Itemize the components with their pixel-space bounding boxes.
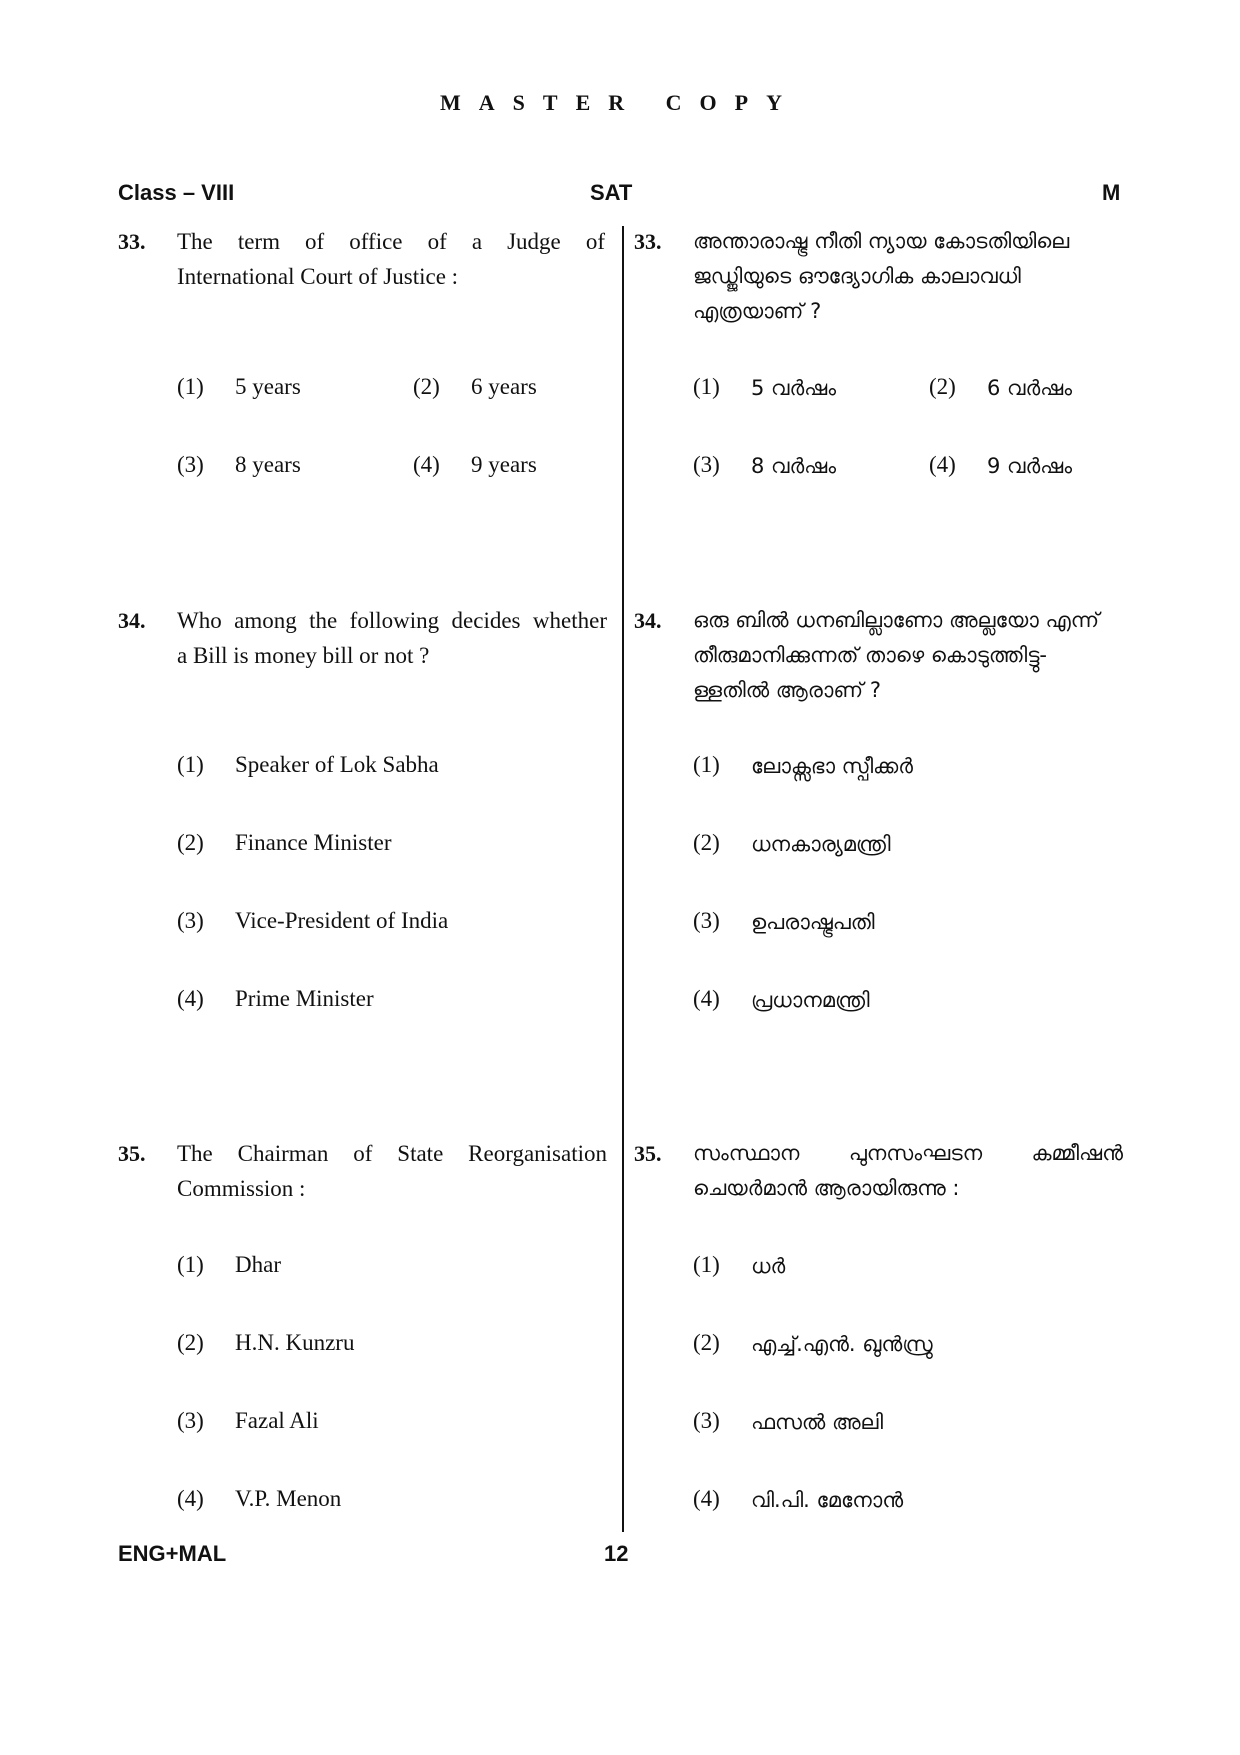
option-num: (1): [693, 1252, 720, 1277]
option-text: 8 വർഷം: [751, 454, 837, 478]
page-number: 12: [604, 1541, 629, 1566]
question-33-ml-line3: എത്രയാണ് ?: [693, 299, 822, 323]
option-text: Dhar: [235, 1252, 281, 1277]
option-num: (4): [177, 1486, 204, 1511]
option-text: വി.പി. മേനോൻ: [751, 1488, 904, 1512]
option-num: (3): [177, 452, 204, 477]
option-num: (2): [413, 374, 440, 399]
option-num: (1): [177, 1252, 204, 1277]
option-num: (2): [177, 830, 204, 855]
option-text: ഫസൽ അലി: [751, 1410, 884, 1434]
question-number-33-ml: 33.: [634, 229, 662, 254]
question-number-35-ml: 35.: [634, 1141, 662, 1166]
option-num: (3): [177, 1408, 204, 1433]
option-num: (3): [177, 908, 204, 933]
question-34-en-text: [177, 603, 607, 673]
option-num: (4): [693, 986, 720, 1011]
option-num: (3): [693, 452, 720, 477]
question-number-34-en: 34.: [118, 608, 146, 633]
option-text: 6 years: [471, 374, 537, 399]
question-35-ml-line2: ചെയർമാൻ ആരായിരുന്നു :: [693, 1176, 960, 1200]
question-34-en-line1: Who among the following decides whether: [177, 608, 607, 633]
option-text: ലോക്സഭാ സ്പീക്കർ: [751, 754, 913, 778]
class-label: Class – VIII: [118, 180, 235, 205]
master-copy-heading: MASTER COPY: [440, 90, 800, 115]
question-number-33-en: 33.: [118, 229, 146, 254]
option-text: Speaker of Lok Sabha: [235, 752, 439, 777]
option-text: Vice-President of India: [235, 908, 449, 933]
question-34-ml-text: [693, 603, 1123, 708]
question-34-ml-line1: ഒരു ബിൽ ധനബില്ലാണോ അല്ലയോ എന്ന്: [693, 608, 1100, 632]
option-num: (3): [693, 908, 720, 933]
option-text: പ്രധാനമന്ത്രി: [751, 988, 870, 1012]
option-text: V.P. Menon: [235, 1486, 342, 1511]
option-text: Finance Minister: [235, 830, 392, 855]
question-33-ml-line2: ജഡ്ജിയുടെ ഔദ്യോഗിക കാലാവധി: [693, 264, 1021, 288]
option-text: ധനകാര്യമന്ത്രി: [751, 832, 891, 856]
option-text: ഉപരാഷ്ട്രപതി: [751, 910, 875, 934]
question-34-ml-line2: തീരുമാനിക്കുന്നത് താഴെ കൊടുത്തിട്ടു-: [693, 643, 1048, 667]
question-35-en-line2: Commission :: [177, 1176, 306, 1201]
question-34-en-line2: a Bill is money bill or not ?: [177, 643, 430, 668]
question-33-en-line2: International Court of Justice :: [177, 264, 459, 289]
question-33-ml-line1: അന്താരാഷ്ട്ര നീതി ന്യായ കോടതിയിലെ: [693, 229, 1070, 253]
language-label: ENG+MAL: [118, 1541, 227, 1566]
option-text: 8 years: [235, 452, 301, 477]
option-num: (4): [693, 1486, 720, 1511]
option-num: (4): [929, 452, 956, 477]
option-text: ധർ: [751, 1254, 786, 1278]
question-35-ml-line1: സംസ്ഥാന പുനസംഘടന കമ്മീഷൻ: [693, 1141, 1123, 1165]
question-35-ml-text: [693, 1136, 1123, 1206]
question-number-34-ml: 34.: [634, 608, 662, 633]
option-num: (2): [693, 1330, 720, 1355]
option-num: (3): [693, 1408, 720, 1433]
option-num: (2): [929, 374, 956, 399]
option-num: (2): [177, 1330, 204, 1355]
option-text: H.N. Kunzru: [235, 1330, 355, 1355]
option-text: 6 വർഷം: [987, 376, 1073, 400]
option-num: (2): [693, 830, 720, 855]
question-33-ml-text: [693, 224, 1123, 329]
option-num: (1): [177, 752, 204, 777]
option-num: (4): [177, 986, 204, 1011]
option-text: 9 years: [471, 452, 537, 477]
version-label: M: [1102, 180, 1121, 205]
option-text: 9 വർഷം: [987, 454, 1073, 478]
question-33-en-text: [177, 224, 605, 294]
column-divider: [622, 226, 624, 1532]
option-num: (1): [693, 374, 720, 399]
option-text: എച്ച്.എൻ. ഖുൻസ്രു: [751, 1332, 933, 1356]
question-33-en-line1: The term of office of a Judge of: [177, 229, 605, 254]
question-34-ml-line3: ള്ളതിൽ ആരാണ് ?: [693, 678, 881, 702]
option-text: 5 വർഷം: [751, 376, 837, 400]
option-num: (1): [693, 752, 720, 777]
option-num: (1): [177, 374, 204, 399]
option-text: Prime Minister: [235, 986, 374, 1011]
option-text: 5 years: [235, 374, 301, 399]
option-text: Fazal Ali: [235, 1408, 319, 1433]
exam-label: SAT: [590, 180, 633, 205]
option-num: (4): [413, 452, 440, 477]
question-35-en-text: [177, 1136, 607, 1206]
question-number-35-en: 35.: [118, 1141, 146, 1166]
question-35-en-line1: The Chairman of State Reorganisation: [177, 1141, 607, 1166]
